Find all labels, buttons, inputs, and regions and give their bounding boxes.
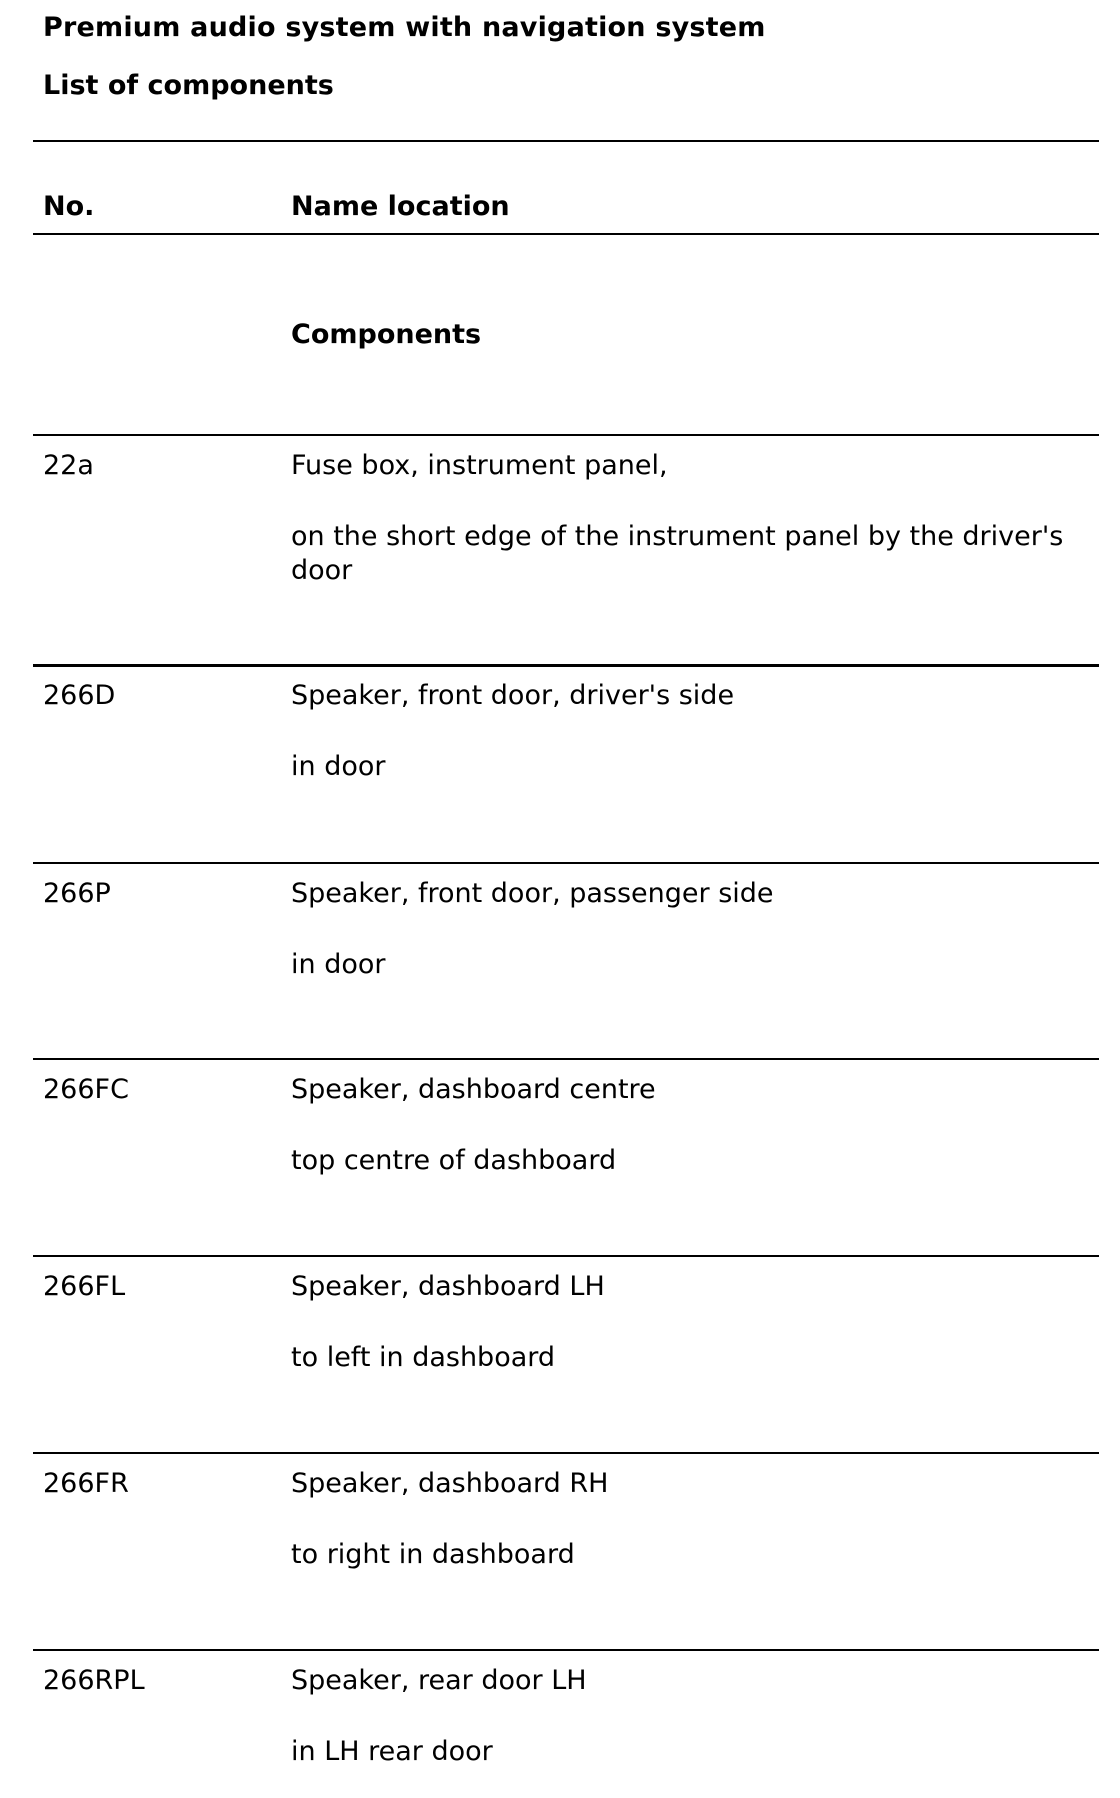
- table-row: [0, 434, 1120, 624]
- component-number: 266FC: [43, 1074, 129, 1105]
- component-location: in LH rear door: [291, 1736, 493, 1767]
- row-divider: [33, 434, 1099, 436]
- row-divider: [33, 862, 1099, 864]
- document-subtitle: List of components: [43, 70, 334, 101]
- table-row: [0, 664, 1120, 854]
- component-location: in door: [291, 751, 386, 782]
- component-name: Speaker, dashboard RH: [291, 1468, 609, 1499]
- component-location: top centre of dashboard: [291, 1145, 617, 1176]
- row-divider: [33, 1058, 1099, 1060]
- component-name: Speaker, dashboard centre: [291, 1074, 656, 1105]
- row-divider: [33, 664, 1099, 667]
- row-divider: [33, 1649, 1099, 1651]
- component-number: 266FL: [43, 1271, 126, 1302]
- table-row: [0, 1058, 1120, 1248]
- table-row: [0, 1452, 1120, 1642]
- component-number: 266P: [43, 878, 111, 909]
- component-location: on the short edge of the instrument panel by the driver's door: [291, 521, 1064, 586]
- component-name: Fuse box, instrument panel,: [291, 450, 668, 481]
- component-name: Speaker, rear door LH: [291, 1665, 587, 1696]
- component-number: 22a: [43, 450, 94, 481]
- component-number: 266FR: [43, 1468, 129, 1499]
- component-number: 266RPL: [43, 1665, 145, 1696]
- document-title: Premium audio system with navigation system: [43, 12, 766, 43]
- component-location: in door: [291, 949, 386, 980]
- column-header-no: No.: [43, 191, 95, 222]
- section-heading-components: Components: [291, 319, 482, 350]
- component-location: to right in dashboard: [291, 1539, 575, 1570]
- header-rule: [33, 233, 1099, 235]
- column-header-name-location: Name location: [291, 191, 510, 222]
- row-divider: [33, 1255, 1099, 1257]
- row-divider: [33, 1452, 1099, 1454]
- table-row: [0, 1649, 1120, 1798]
- top-rule: [33, 140, 1099, 142]
- component-name: Speaker, front door, passenger side: [291, 878, 774, 909]
- component-location: to left in dashboard: [291, 1342, 556, 1373]
- component-name: Speaker, front door, driver's side: [291, 680, 735, 711]
- component-name: Speaker, dashboard LH: [291, 1271, 605, 1302]
- table-row: [0, 1255, 1120, 1445]
- component-number: 266D: [43, 680, 116, 711]
- table-row: [0, 862, 1120, 1052]
